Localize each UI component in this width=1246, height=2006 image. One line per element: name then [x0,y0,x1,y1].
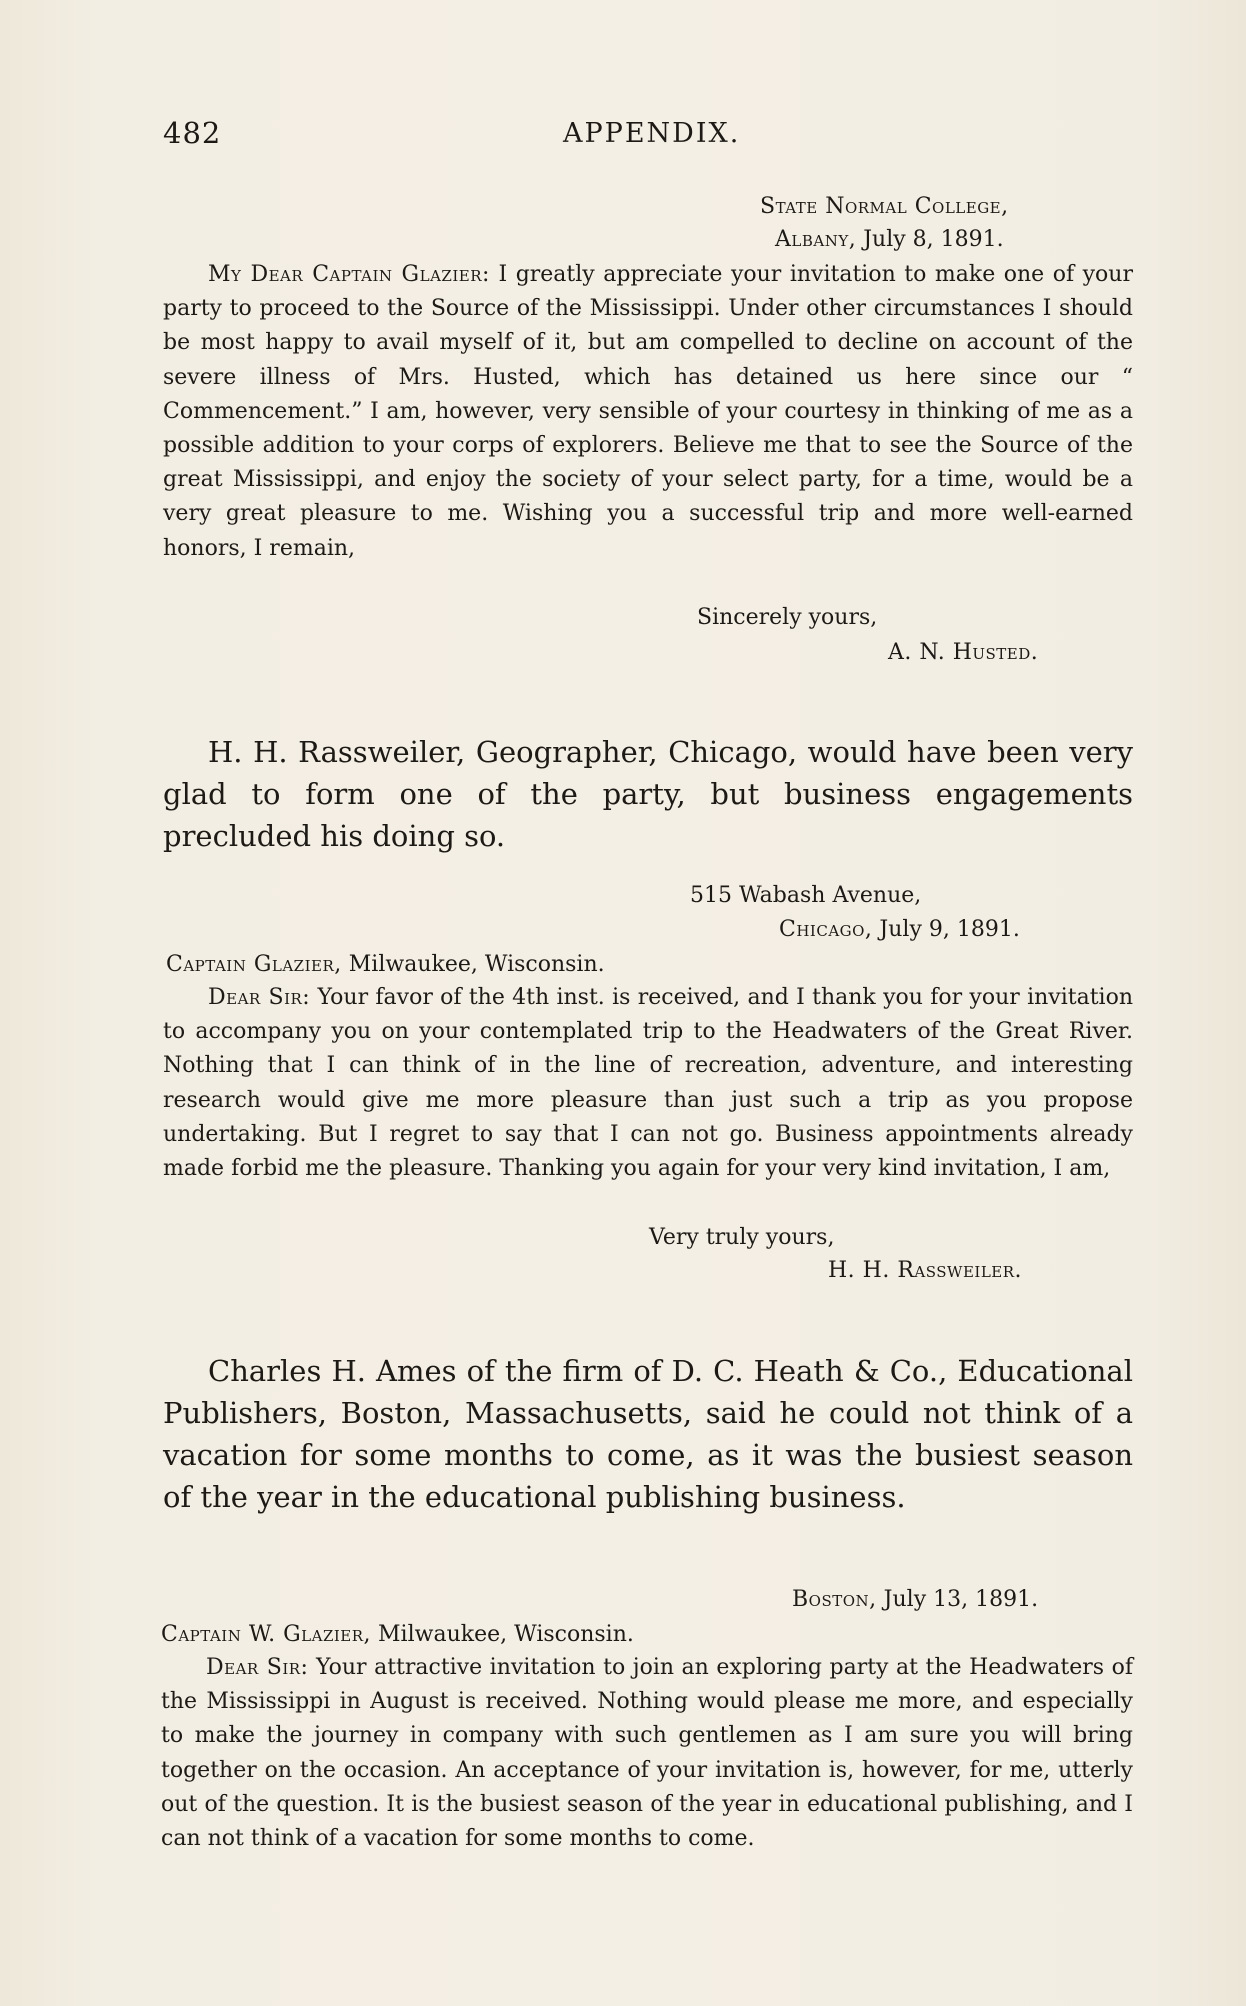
letter2-body-paragraph [163,981,1133,1186]
narrative-paragraph-ames: Charles H. Ames of the firm of D. C. Heath & Co., Educational Publishers, Boston, Massachusetts, said he could not think of a vacation for some months to come, as it was the busiest season of the year in the educational publishing business. [163,1354,1133,1514]
letter2-salutation: Dear Sir: [208,985,311,1010]
running-head: APPENDIX. [563,118,741,149]
letter3-salutation: Dear Sir: [206,1655,309,1680]
letter1-body: I greatly appreciate your invitation to make one of your party to proceed to the Source of the Mississippi. Under other circumstances I should be most happy to avail myself of it, but am compelled to decline on account of the severe illness of Mrs. Husted, which has detained us here since our “ Commencement.” I am, however, very sensible of your courtesy in thinking of me as a possible addition to your corps of explorers. Believe me that to see the Source of the great Mississippi, and enjoy the society of your select party, for a time, would be a very great pleasure to me. Wishing you a successful trip and more well-earned honors, I remain, [163,262,1133,561]
letter3-date: July 13, 1891. [883,1587,1039,1612]
letter1-closing: Sincerely yours, [697,605,878,630]
letter2-closing: Very truly yours, [649,1225,835,1250]
letter1-city: Albany, [775,227,857,252]
letter3-addressee-name: Captain W. Glazier, [161,1622,372,1647]
letter1-date: July 8, 1891. [863,227,1004,252]
letter3-body: Your attractive invitation to join an exploring party at the Headwaters of the Mississippi in August is received. Nothing would please me more, and especially to make the journey in company with such gentlemen as I am sure you will bring together on the occasion. An acceptance of your invitation is, however, for me, utterly out of the question. It is the busiest season of the year in educational publishing, and I can not think of a vacation for some months to come. [161,1655,1134,1852]
letter1-place-line2 [775,224,1004,256]
letter1-salutation: My Dear Captain Glazier: [208,262,490,287]
letter3-city: Boston, [792,1587,877,1612]
letter2-place-line2 [779,914,1020,946]
letter2-body: Your favor of the 4th inst. is received, and I thank you for your invitation to accompany you on your contemplated trip to the Headwaters of the Great River. Nothing that I can think of in the line of recreation, adventure, and interesting research would give me more pleasure than just such a trip as you propose undertaking. But I regret to say that I can not go. Business appointments already made forbid me the pleasure. Thanking you again for your very kind invitation, I am, [163,985,1134,1182]
letter2-city: Chicago, [779,917,873,942]
page-header [163,116,1093,156]
letter3-place [792,1584,1038,1616]
letter1-signature: A. N. Husted. [888,640,1039,665]
letter2-addressee-name: Captain Glazier, [166,952,342,977]
letter2-signature: H. H. Rassweiler. [828,1258,1023,1283]
letter2-place-line1: 515 Wabash Avenue, [690,883,922,908]
letter2-addressee [166,949,605,981]
letter3-body-paragraph [161,1651,1133,1856]
narrative-paragraph-rassweiler: H. H. Rassweiler, Geographer, Chicago, would have been very glad to form one of the party, but business engagements precluded his doing so. [163,735,1133,853]
page-number: 482 [163,116,222,150]
letter3-addressee [161,1619,634,1651]
letter1-body-paragraph [163,258,1133,566]
letter1-place-line1: State Normal College, [760,194,1009,219]
letter2-date: July 9, 1891. [879,917,1020,942]
letter2-addressee-place: Milwaukee, Wisconsin. [348,952,605,977]
letter3-addressee-place: Milwaukee, Wisconsin. [378,1622,634,1647]
